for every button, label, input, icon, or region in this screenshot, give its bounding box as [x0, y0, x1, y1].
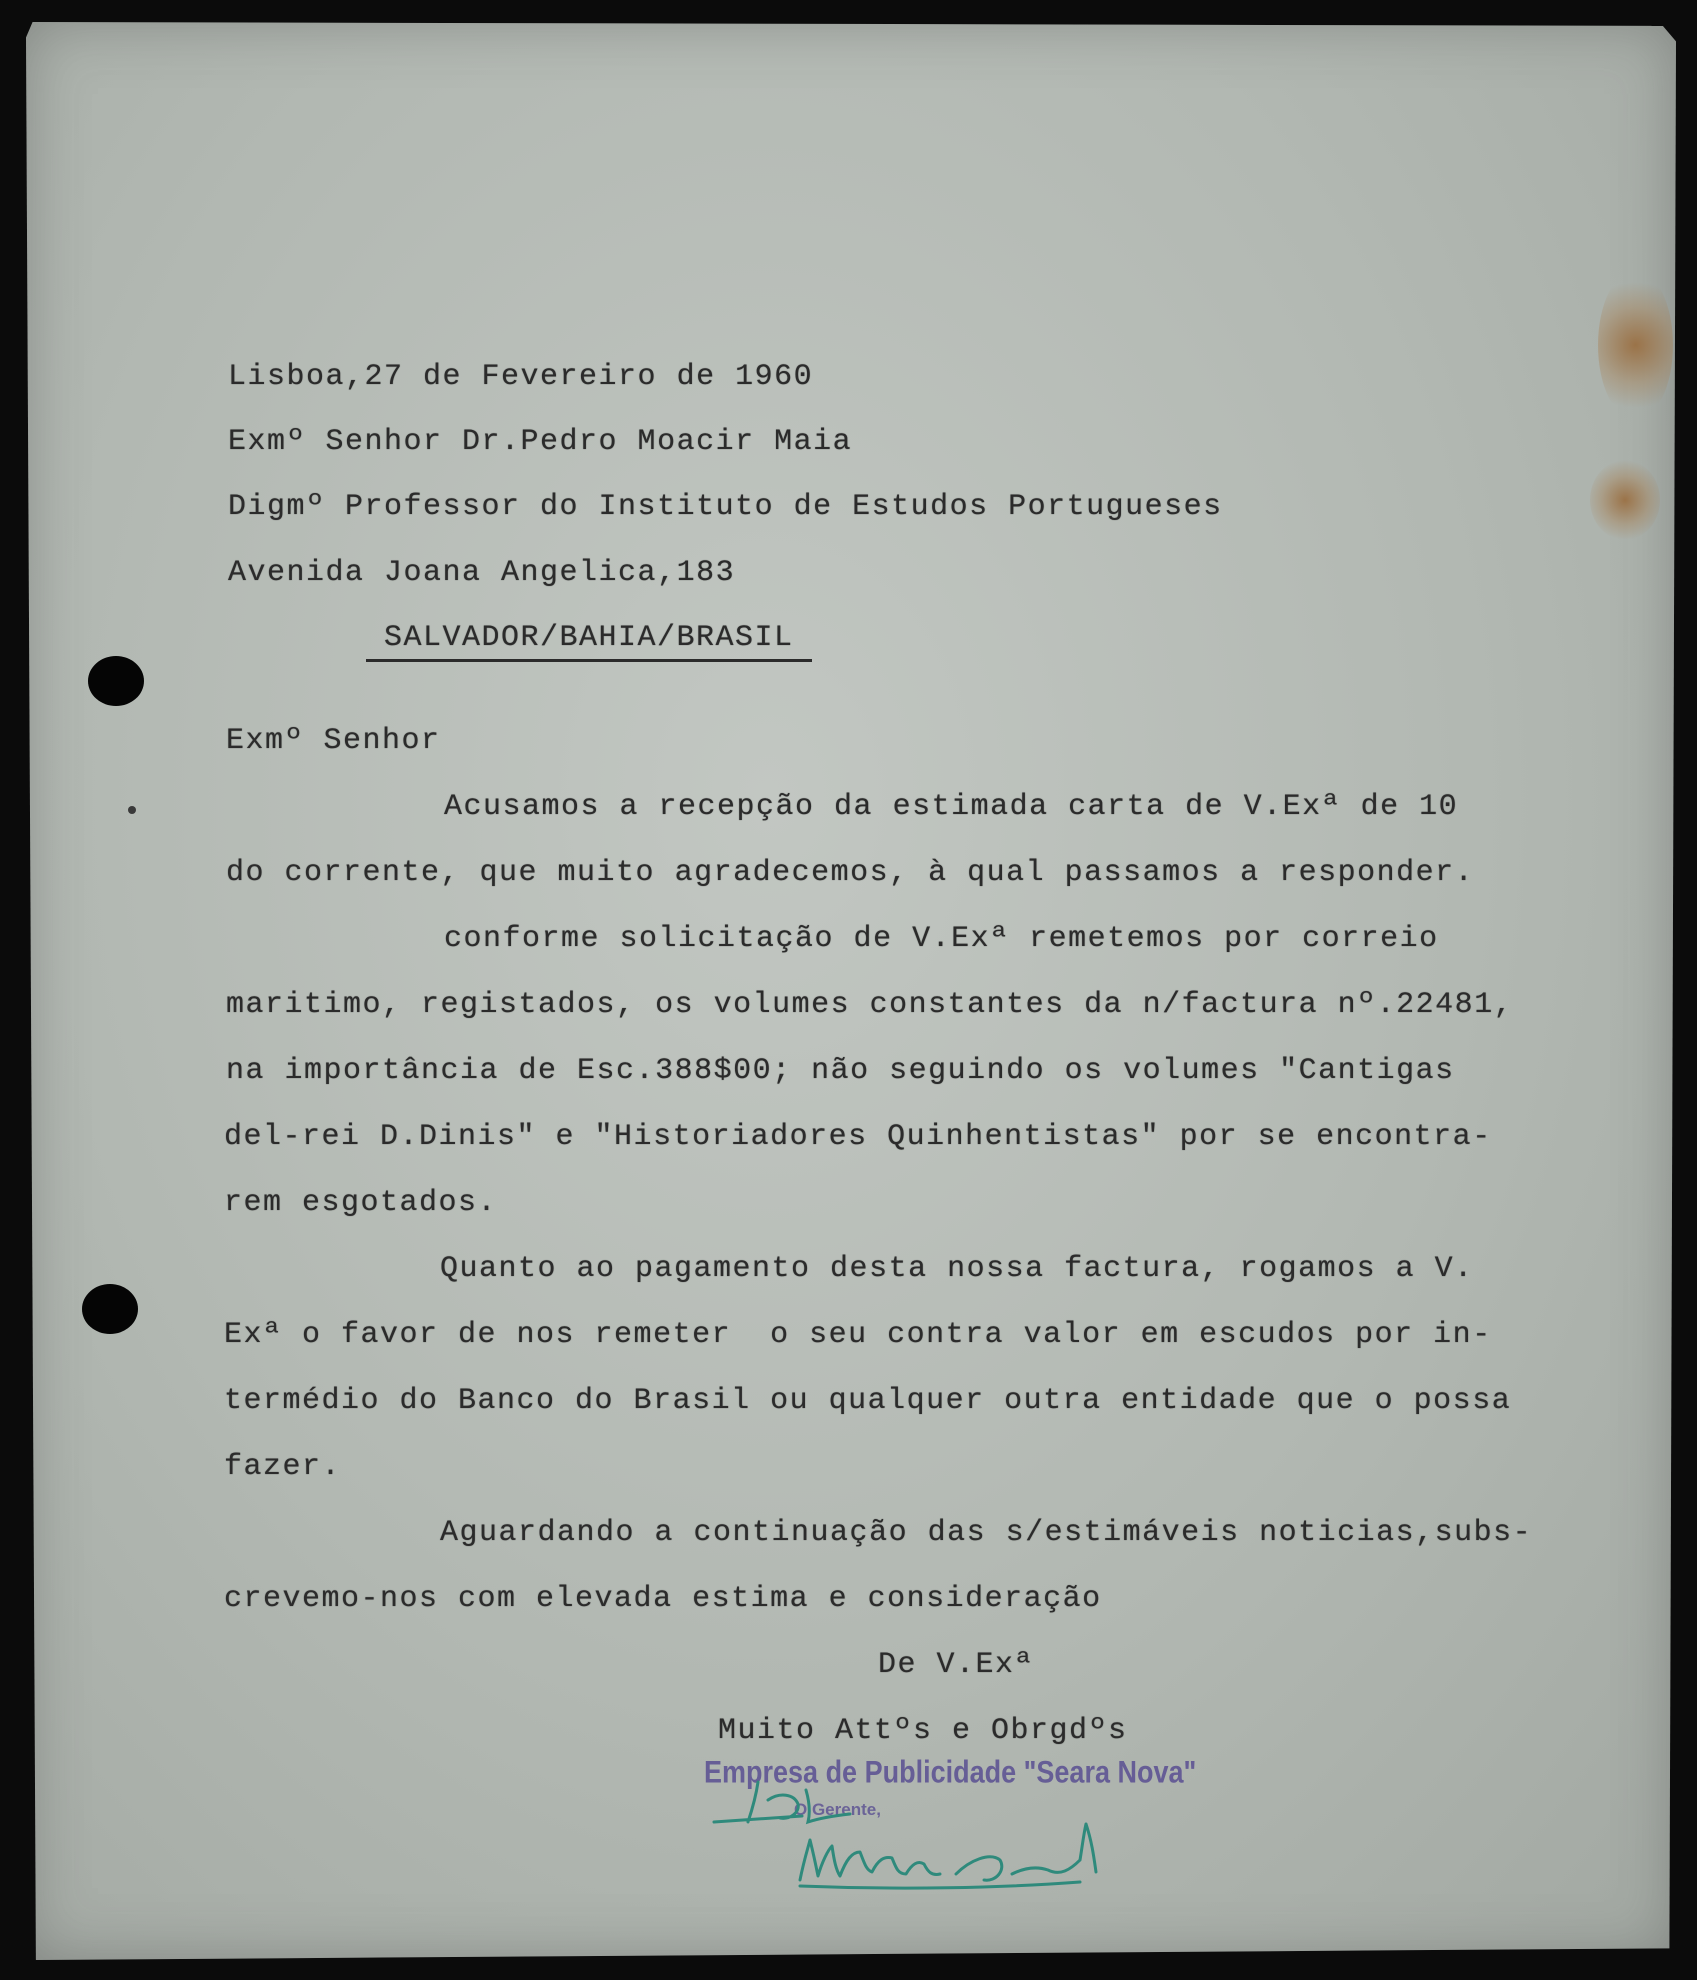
rust-stain: [1598, 270, 1673, 420]
body-line: fazer.: [224, 1450, 342, 1484]
date-line: Lisboa,27 de Fevereiro de 1960: [228, 360, 814, 394]
recipient-title: Digmº Professor do Instituto de Estudos Portugueses: [228, 490, 1223, 524]
body-line: do corrente, que muito agradecemos, à qual passamos a responder.: [226, 856, 1475, 890]
body-line: na importância de Esc.388$00; não seguindo os volumes "Cantigas: [226, 1054, 1455, 1088]
ink-speck: [128, 806, 136, 814]
handwritten-signature: [780, 1790, 1140, 1900]
closing-line: Muito Attºs e Obrgdºs: [718, 1714, 1128, 1748]
body-line: crevemo-nos com elevada estima e consideração: [224, 1582, 1102, 1616]
rust-stain: [1590, 460, 1660, 540]
recipient-address: Avenida Joana Angelica,183: [228, 556, 736, 590]
stamp-role: O Gerente,: [794, 1800, 881, 1819]
punch-hole: [88, 656, 144, 706]
body-line: conforme solicitação de V.Exª remetemos por correio: [444, 922, 1439, 956]
body-line: maritimo, registados, os volumes constantes da n/factura nº.22481,: [226, 988, 1514, 1022]
punch-hole: [82, 1284, 138, 1334]
body-line: Acusamos a recepção da estimada carta de V.Exª de 10: [444, 790, 1459, 824]
recipient-city: SALVADOR/BAHIA/BRASIL: [366, 621, 812, 662]
closing-line: De V.Exª: [878, 1648, 1035, 1682]
body-line: Aguardando a continuação das s/estimáveis noticias,subs-: [440, 1516, 1533, 1550]
body-line: del-rei D.Dinis" e "Historiadores Quinhentistas" por se encontra-: [224, 1120, 1492, 1154]
recipient-name: Exmº Senhor Dr.Pedro Moacir Maia: [228, 425, 853, 459]
company-stamp: Empresa de Publicidade "Seara Nova": [704, 1754, 1197, 1790]
body-line: rem esgotados.: [224, 1186, 498, 1220]
salutation: Exmº Senhor: [226, 724, 441, 758]
body-line: Quanto ao pagamento desta nossa factura, rogamos a V.: [440, 1252, 1474, 1286]
body-line: Exª o favor de nos remeter o seu contra valor em escudos por in-: [224, 1318, 1492, 1352]
body-line: termédio do Banco do Brasil ou qualquer outra entidade que o possa: [224, 1384, 1512, 1418]
